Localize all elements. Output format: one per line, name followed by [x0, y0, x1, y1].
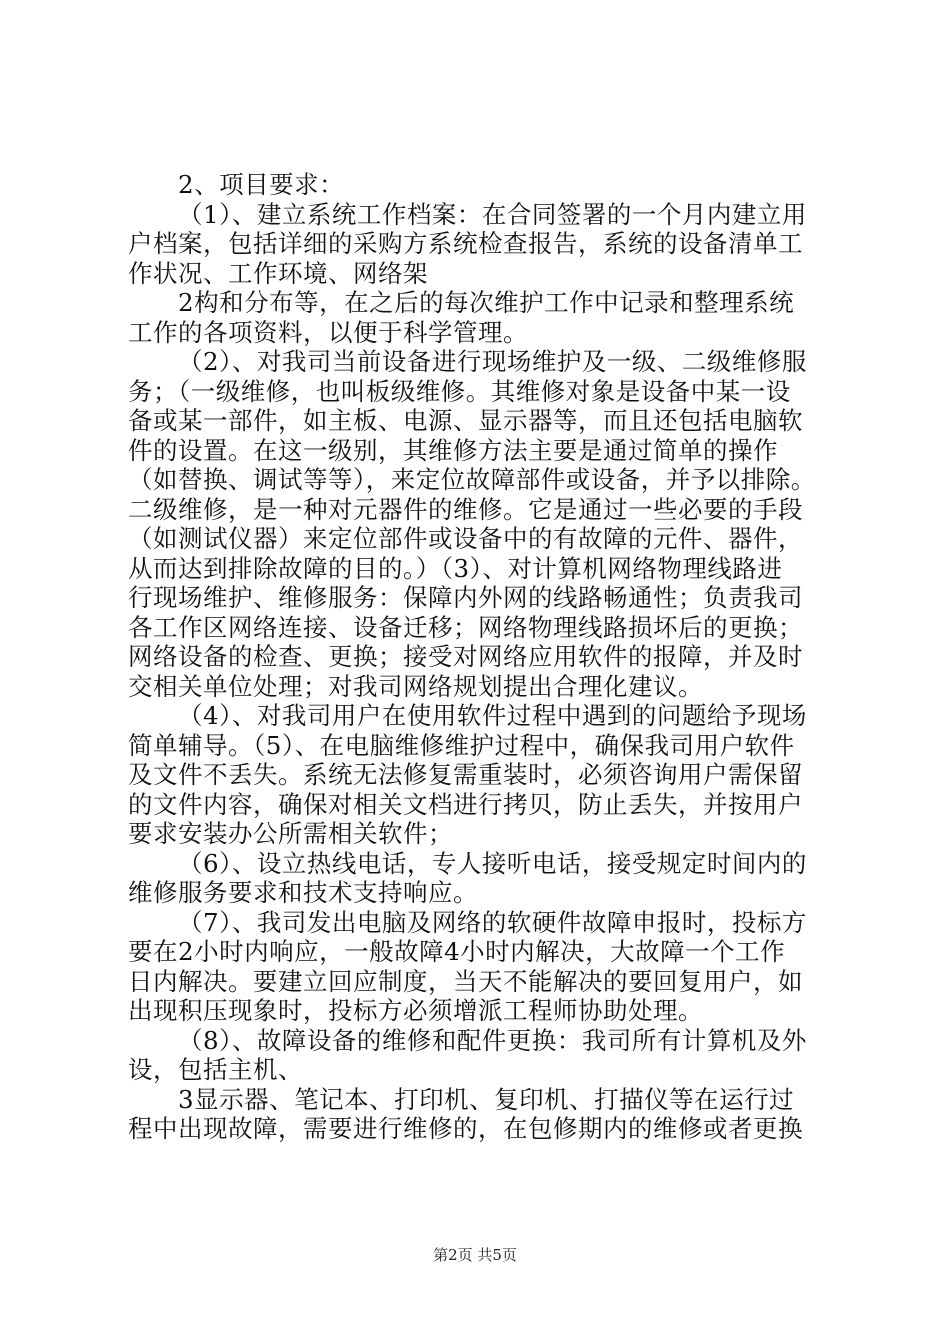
text-line: 务；（一级维修，也叫板级维修。其维修对象是设备中某一设: [128, 376, 791, 406]
text-line: 维修服务要求和技术支持响应。: [128, 878, 478, 907]
text-line: （6）、设立热线电话，专人接听电话，接受规定时间内的: [178, 848, 807, 878]
text-line: 网络设备的检查、更换；接受对网络应用软件的报障，并及时: [128, 642, 803, 671]
text-line: 2构和分布等，在之后的每次维护工作中记录和整理系统: [178, 288, 795, 317]
text-line: 备或某一部件，如主板、电源、显示器等，而且还包括电脑软: [128, 406, 803, 435]
text-line: 的文件内容，确保对相关文档进行拷贝，防止丢失，并按用户: [128, 789, 803, 819]
text-line: （7）、我司发出电脑及网络的软硬件故障申报时，投标方: [178, 907, 807, 937]
text-line: 件的设置。在这一级别，其维修方法主要是通过简单的操作: [128, 435, 778, 465]
text-line: 各工作区网络连接、设备迁移；网络物理线路损坏后的更换；: [128, 612, 803, 642]
text-line: （如测试仪器）来定位部件或设备中的有故障的元件、器件，: [128, 524, 803, 553]
text-line: 工作的各项资料，以便于科学管理。: [128, 317, 528, 347]
text-line: 2、项目要求：: [178, 170, 345, 199]
text-line: 作状况、工作环境、网络架: [128, 258, 428, 288]
text-line: 行现场维护、维修服务：保障内外网的线路畅通性；负责我司: [128, 583, 803, 612]
text-line: 设，包括主机、: [128, 1055, 303, 1084]
text-line: （1）、建立系统工作档案：在合同签署的一个月内建立用: [178, 199, 807, 229]
text-line: 出现积压现象时，投标方必须增派工程师协助处理。: [128, 996, 703, 1025]
text-line: 从而达到排除故障的目的。）（3）、对计算机网络物理线路进: [128, 553, 783, 583]
text-line: （8）、故障设备的维修和配件更换：我司所有计算机及外: [178, 1025, 807, 1055]
text-line: 及文件不丢失。系统无法修复需重装时，必须咨询用户需保留: [128, 760, 803, 789]
page-footer: [0, 1244, 950, 1265]
text-line: 交相关单位处理；对我司网络规划提出合理化建议。: [128, 671, 703, 701]
document-body: [128, 170, 828, 1144]
text-line: 3显示器、笔记本、打印机、复印机、打描仪等在运行过: [178, 1084, 795, 1114]
text-line: 程中出现故障，需要进行维修的，在包修期内的维修或者更换: [128, 1114, 803, 1143]
text-line: 简单辅导。（5）、在电脑维修维护过程中，确保我司用户软件: [128, 730, 795, 760]
page-number-label: 第2页 共5页: [433, 1246, 517, 1264]
text-line: （4）、对我司用户在使用软件过程中遇到的问题给予现场: [178, 701, 807, 730]
text-line: 要在2小时内响应，一般故障4小时内解决，大故障一个工作: [128, 937, 786, 966]
text-line: 户档案，包括详细的采购方系统检查报告，系统的设备清单工: [128, 229, 803, 258]
text-line: （如替换、调试等等），来定位故障部件或设备，并予以排除。: [128, 465, 816, 494]
text-line: 要求安装办公所需相关软件；: [128, 819, 453, 848]
text-line: 二级维修，是一种对元器件的维修。它是通过一些必要的手段: [128, 494, 803, 524]
text-line: （2）、对我司当前设备进行现场维护及一级、二级维修服: [178, 347, 807, 376]
text-line: 日内解决。要建立回应制度，当天不能解决的要回复用户，如: [128, 966, 803, 996]
